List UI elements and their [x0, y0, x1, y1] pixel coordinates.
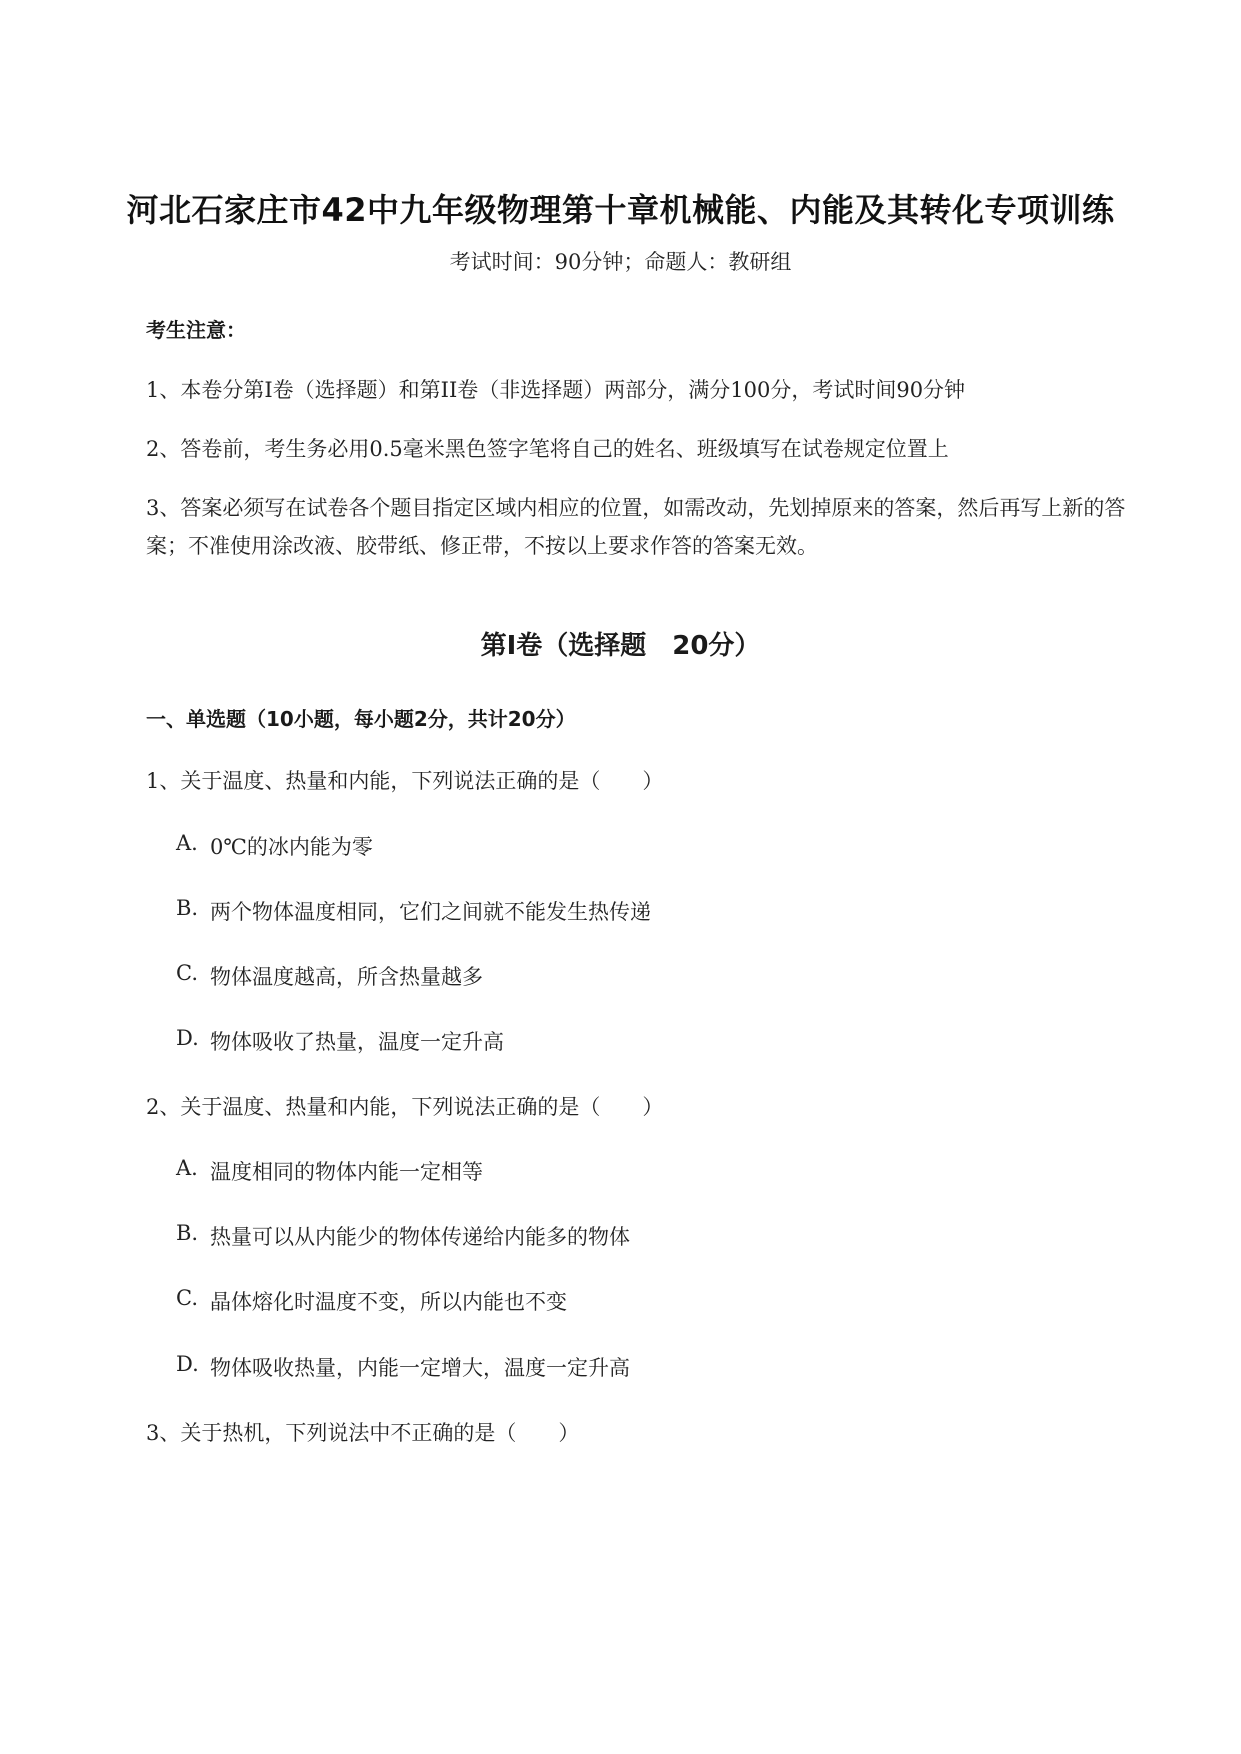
question-2-option-a: [176, 1156, 483, 1186]
notice-item-2: 2、答卷前，考生务必用0.5毫米黑色签字笔将自己的姓名、班级填写在试卷规定位置上: [146, 437, 949, 461]
option-letter: C.: [176, 1286, 198, 1310]
question-3-stem: 3、关于热机，下列说法中不正确的是（ ）: [146, 1421, 580, 1445]
option-text: 温度相同的物体内能一定相等: [210, 1160, 483, 1184]
notice-heading: 考生注意：: [146, 318, 246, 342]
question-1-option-a: [176, 831, 373, 861]
question-1-stem: 1、关于温度、热量和内能，下列说法正确的是（ ）: [146, 769, 664, 793]
option-letter: D.: [176, 1026, 199, 1050]
question-1-option-c: [176, 961, 483, 991]
question-1-option-d: [176, 1026, 504, 1056]
subsection-title: 一、单选题（10小题，每小题2分，共计20分）: [146, 707, 576, 731]
option-letter: B.: [176, 896, 199, 920]
question-1-option-b: [176, 896, 651, 926]
option-text: 物体吸收了热量，温度一定升高: [210, 1030, 504, 1054]
question-2-stem: 2、关于温度、热量和内能，下列说法正确的是（ ）: [146, 1095, 664, 1119]
option-letter: A.: [176, 831, 198, 855]
question-2-option-d: [176, 1352, 630, 1382]
option-text: 物体吸收热量，内能一定增大，温度一定升高: [210, 1356, 630, 1380]
option-letter: B.: [176, 1221, 199, 1245]
document-title: 河北石家庄市42中九年级物理第十章机械能、内能及其转化专项训练: [126, 191, 1115, 229]
option-text: 0℃的冰内能为零: [210, 835, 373, 859]
notice-item-3: 3、答案必须写在试卷各个题目指定区域内相应的位置，如需改动，先划掉原来的答案，然后再写上新的答案；不准使用涂改液、胶带纸、修正带，不按以上要求作答的答案无效。: [146, 496, 1126, 558]
option-text: 物体温度越高，所含热量越多: [210, 965, 483, 989]
section-title: 第I卷（选择题 20分）: [480, 631, 761, 661]
option-letter: A.: [176, 1156, 198, 1180]
option-text: 晶体熔化时温度不变，所以内能也不变: [210, 1290, 567, 1314]
question-2-option-c: [176, 1286, 567, 1316]
option-text: 热量可以从内能少的物体传递给内能多的物体: [210, 1225, 630, 1249]
option-letter: C.: [176, 961, 198, 985]
notice-item-1: 1、本卷分第I卷（选择题）和第II卷（非选择题）两部分，满分100分，考试时间90分钟: [146, 378, 966, 402]
question-2-option-b: [176, 1221, 630, 1251]
option-text: 两个物体温度相同，它们之间就不能发生热传递: [210, 900, 651, 924]
option-letter: D.: [176, 1352, 199, 1376]
document-subtitle: 考试时间：90分钟；命题人：教研组: [449, 250, 792, 274]
